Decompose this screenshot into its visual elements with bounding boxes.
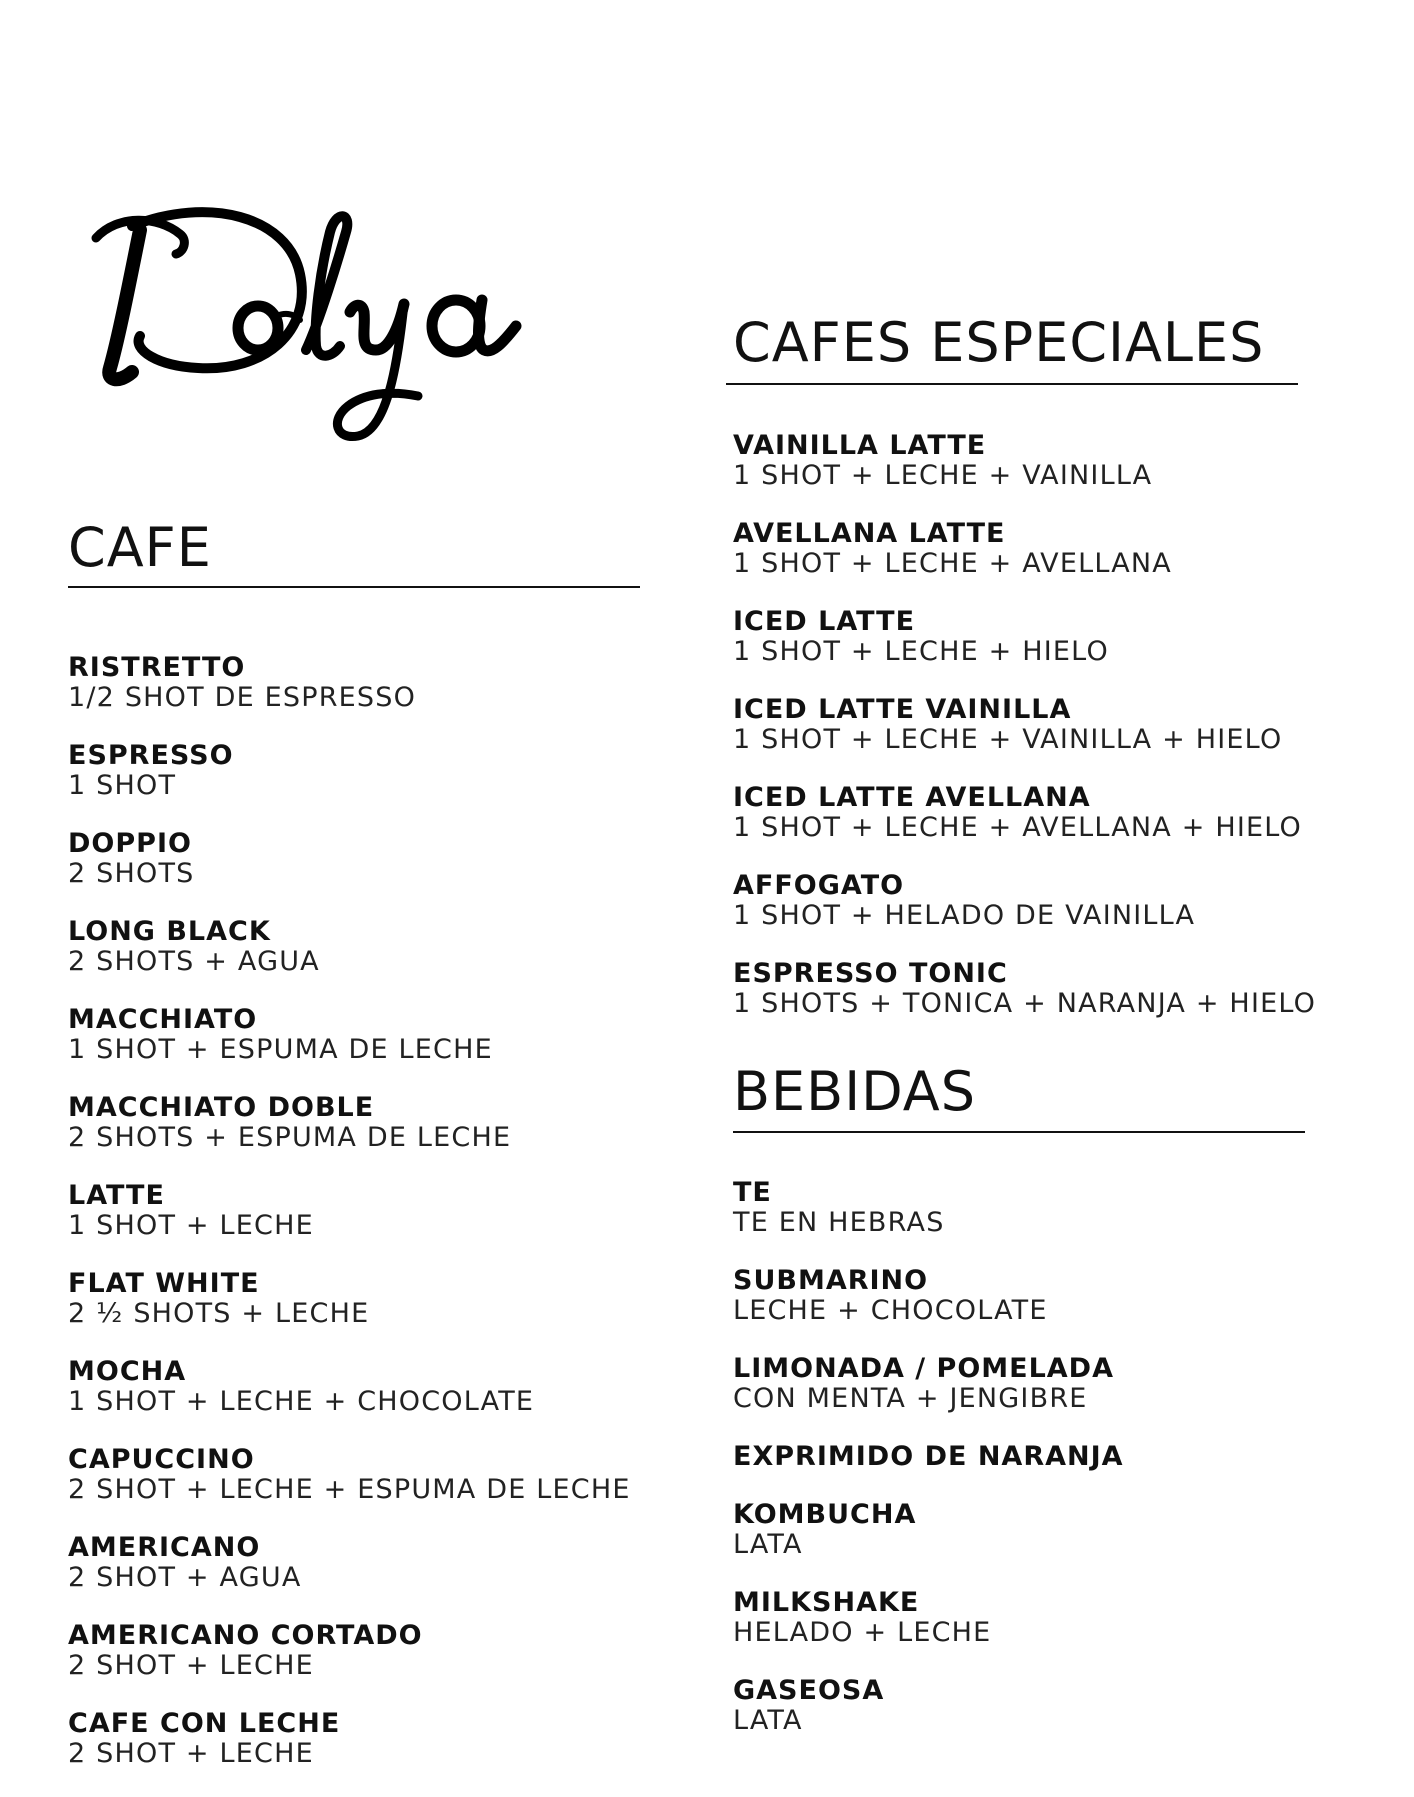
menu-item-name: FLAT WHITE [68, 1268, 260, 1299]
menu-item-description: 2 SHOT + AGUA [68, 1562, 302, 1593]
menu-item-description: 1 SHOT [68, 770, 177, 801]
menu-item [733, 1500, 1124, 1560]
menu-item-description: 2 SHOTS + ESPUMA DE LECHE [68, 1122, 512, 1153]
menu-item-name: CAPUCCINO [68, 1444, 255, 1475]
menu-item [733, 607, 1316, 667]
menu-item-name: ICED LATTE [733, 606, 916, 637]
menu-item [68, 741, 631, 801]
menu-item-description: LATA [733, 1705, 803, 1736]
menu-item [733, 1588, 1124, 1648]
menu-item [733, 1178, 1124, 1238]
menu-item [733, 1442, 1124, 1472]
menu-item-description: HELADO + LECHE [733, 1617, 992, 1648]
menu-item-name: LATTE [68, 1180, 165, 1211]
dolya-script-logo [88, 200, 608, 500]
menu-item [68, 1181, 631, 1241]
menu-item-name: DOPPIO [68, 828, 192, 859]
menu-item [733, 431, 1316, 491]
menu-item-name: CAFE CON LECHE [68, 1708, 341, 1739]
menu-item-description: 1 SHOT + LECHE + CHOCOLATE [68, 1386, 535, 1417]
menu-item-description: 1 SHOT + LECHE + AVELLANA + HIELO [733, 812, 1303, 843]
menu-item [68, 1533, 631, 1593]
menu-item [68, 1709, 631, 1769]
menu-item [68, 829, 631, 889]
menu-item-name: SUBMARINO [733, 1265, 929, 1296]
menu-item-name: MOCHA [68, 1356, 187, 1387]
menu-item-description: 2 SHOT + LECHE [68, 1650, 314, 1681]
menu-item-description: 2 SHOT + LECHE [68, 1738, 314, 1769]
section-divider-bebidas [733, 1131, 1305, 1133]
menu-item-name: ESPRESSO TONIC [733, 958, 1008, 989]
menu-item-description: 2 SHOT + LECHE + ESPUMA DE LECHE [68, 1474, 631, 1505]
menu-item-name: LONG BLACK [68, 916, 271, 947]
menu-item-name: ESPRESSO [68, 740, 234, 771]
menu-item-name: KOMBUCHA [733, 1499, 917, 1530]
menu-item [68, 1005, 631, 1065]
menu-item-name: TE [733, 1177, 772, 1208]
menu-item [733, 1676, 1124, 1736]
menu-item [733, 519, 1316, 579]
menu-item-description: 1 SHOT + LECHE + VAINILLA + HIELO [733, 724, 1283, 755]
menu-item-description: 1 SHOT + LECHE + HIELO [733, 636, 1109, 667]
menu-item-name: GASEOSA [733, 1675, 885, 1706]
section-divider-cafe [68, 586, 640, 588]
menu-item-description: 1 SHOTS + TONICA + NARANJA + HIELO [733, 988, 1317, 1019]
menu-item-description: 2 SHOTS [68, 858, 195, 889]
menu-item-description: 1 SHOT + LECHE + VAINILLA [733, 460, 1153, 491]
menu-item [68, 653, 631, 713]
menu-item [68, 917, 631, 977]
menu-item [68, 1093, 631, 1153]
menu-item-name: ICED LATTE VAINILLA [733, 694, 1072, 725]
menu-item-name: LIMONADA / POMELADA [733, 1353, 1114, 1384]
menu-item [733, 695, 1316, 755]
menu-item-description: 1 SHOT + HELADO DE VAINILLA [733, 900, 1196, 931]
menu-item-name: ICED LATTE AVELLANA [733, 782, 1091, 813]
menu-list-cafe [68, 653, 631, 1797]
menu-item-name: MACCHIATO DOBLE [68, 1092, 375, 1123]
menu-item [68, 1269, 631, 1329]
section-divider-cafes-especiales [726, 383, 1298, 385]
menu-item-description: LATA [733, 1529, 803, 1560]
menu-item-description: 1 SHOT + LECHE + AVELLANA [733, 548, 1172, 579]
menu-item-description: 2 SHOTS + AGUA [68, 946, 320, 977]
menu-item-description: LECHE + CHOCOLATE [733, 1295, 1048, 1326]
menu-item-description: TE EN HEBRAS [733, 1207, 945, 1238]
menu-item-name: AMERICANO [68, 1532, 261, 1563]
menu-list-cafes-especiales [733, 431, 1316, 1047]
menu-item-name: MACCHIATO [68, 1004, 258, 1035]
menu-item-description: 1/2 SHOT DE ESPRESSO [68, 682, 417, 713]
menu-item-name: AFFOGATO [733, 870, 905, 901]
section-title-cafe: CAFE [68, 516, 212, 579]
menu-item [733, 783, 1316, 843]
menu-item [733, 1354, 1124, 1414]
menu-item-name: MILKSHAKE [733, 1587, 920, 1618]
section-title-cafes-especiales: CAFES ESPECIALES [733, 311, 1265, 374]
menu-item [68, 1357, 631, 1417]
menu-item-description: 1 SHOT + ESPUMA DE LECHE [68, 1034, 493, 1065]
brand-logo [88, 200, 608, 500]
menu-item-name: VAINILLA LATTE [733, 430, 987, 461]
menu-item [68, 1445, 631, 1505]
menu-list-bebidas [733, 1178, 1124, 1764]
menu-item [733, 871, 1316, 931]
menu-item-description: CON MENTA + JENGIBRE [733, 1383, 1088, 1414]
menu-item-description: 2 ½ SHOTS + LECHE [68, 1298, 370, 1329]
menu-item [733, 1266, 1124, 1326]
menu-item [733, 959, 1316, 1019]
menu-item-name: EXPRIMIDO DE NARANJA [733, 1441, 1124, 1472]
section-title-bebidas: BEBIDAS [733, 1060, 976, 1123]
menu-item-name: RISTRETTO [68, 652, 246, 683]
menu-item-name: AVELLANA LATTE [733, 518, 1006, 549]
menu-item-name: AMERICANO CORTADO [68, 1620, 423, 1651]
menu-item-description: 1 SHOT + LECHE [68, 1210, 314, 1241]
menu-item [68, 1621, 631, 1681]
